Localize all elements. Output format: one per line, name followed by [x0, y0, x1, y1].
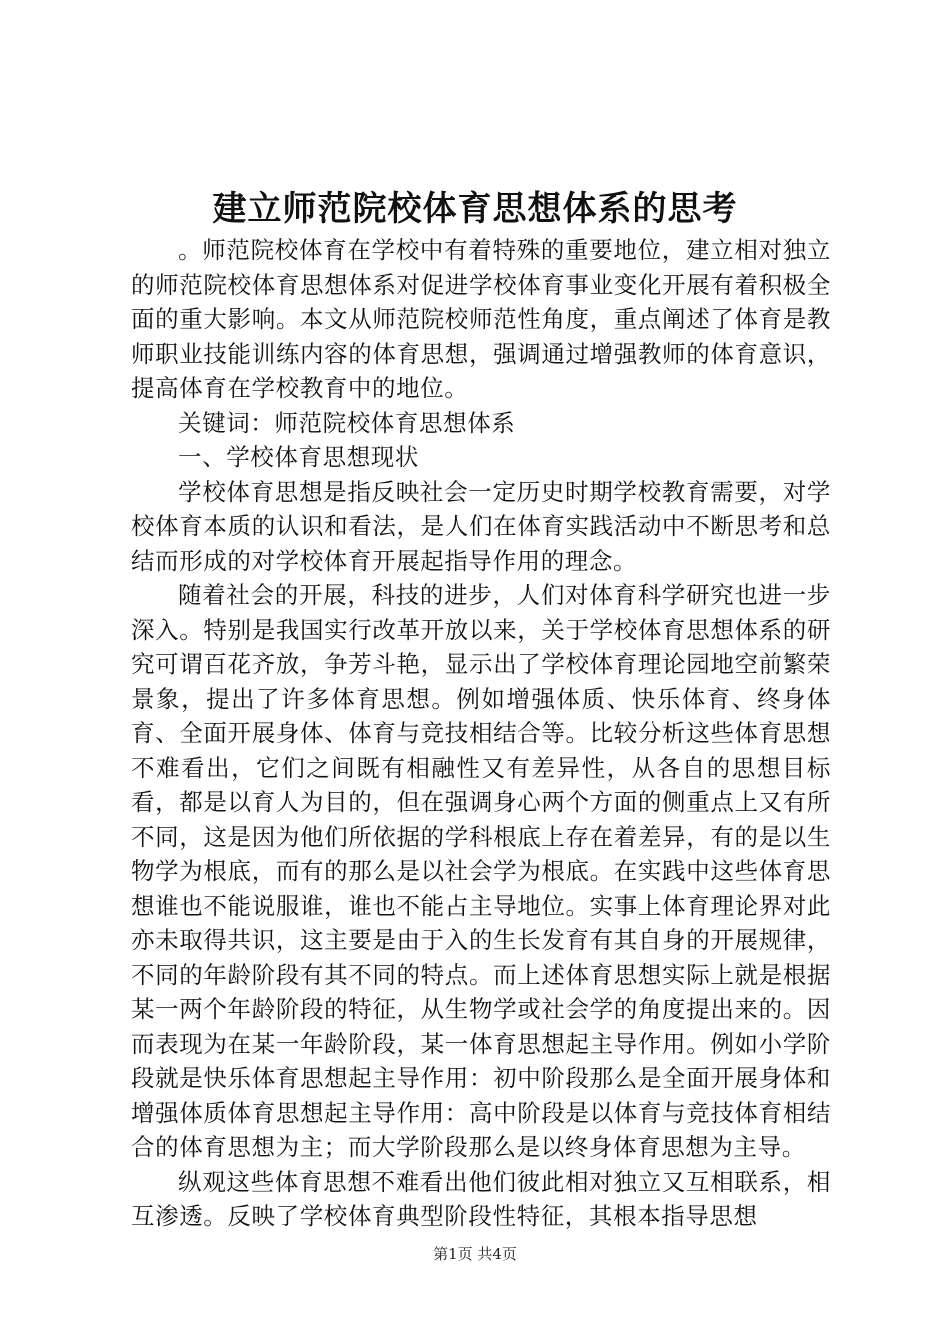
section-heading: 一、学校体育思想现状	[178, 443, 419, 471]
body-paragraph: 随着社会的开展，科技的进步，人们对体育科学研究也进一步深入。特别是我国实行改革开放以来，关于学校体育思想体系的研究可谓百花齐放，争芳斗艳，显示出了学校体育理论园地空前繁荣景象，提出了许多体育思想。例如增强体质、快乐体育、终身体育、全面开展身体、体育与竞技相结合等。比较分析这些体育思想不难看出，它们之间既有相融性又有差异性，从各自的思想目标看，都是以育人为目的，但在强调身心两个方面的侧重点上又有所不同，这是因为他们所依据的学科根底上存在着差异，有的是以生物学为根底，而有的那么是以社会学为根底。在实践中这些体育思想谁也不能说服谁，谁也不能占主导地位。实事上体育理论界对此亦未取得共识，这主要是由于入的生长发育有其自身的开展规律，不同的年龄阶段有其不同的特点。而上述体育思想实际上就是根据某一两个年龄阶段的特征，从生物学或社会学的角度提出来的。因而表现为在某一年龄阶段，某一体育思想起主导作用。例如小学阶段就是快乐体育思想起主导作用：初中阶段那么是全面开展身体和增强体质体育思想起主导作用：高中阶段是以体育与竞技体育相结合的体育思想为主；而大学阶段那么是以终身体育思想为主导。	[131, 581, 831, 1161]
body-paragraph: 纵观这些体育思想不难看出他们彼此相对独立又互相联系，相互渗透。反映了学校体育典型阶段性特征，其根本指导思想	[131, 1167, 831, 1230]
abstract-paragraph: 。师范院校体育在学校中有着特殊的重要地位，建立相对独立的师范院校体育思想体系对促进学校体育事业变化开展有着积极全面的重大影响。本文从师范院校师范性角度，重点阐述了体育是教师职业技能训练内容的体育思想，强调通过增强教师的体育意识，提高体育在学校教育中的地位。	[131, 236, 831, 402]
document-body	[131, 233, 831, 1234]
document-title: 建立师范院校体育思想体系的思考	[212, 189, 738, 229]
keywords-line: 关键词：师范院校体育思想体系	[178, 408, 516, 437]
page-footer: 第1页 共4页	[433, 1245, 517, 1263]
body-paragraph: 学校体育思想是指反映社会一定历史时期学校教育需要，对学校体育本质的认识和看法，是人们在体育实践活动中不断思考和总结而形成的对学校体育开展起指导作用的理念。	[131, 477, 831, 575]
